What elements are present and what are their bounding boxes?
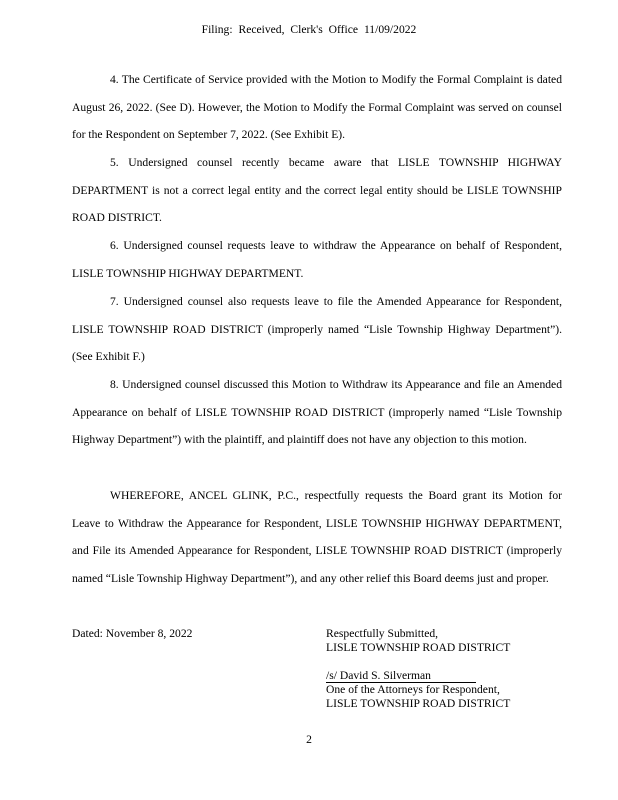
paragraph-5: [72, 149, 562, 232]
paragraph-4-text: 4. The Certificate of Service provided with the Motion to Modify the Formal Complaint is dated August 26, 2022. (See D). However, the Motion to Modify the Formal Complaint was served on counsel for the Respondent on September 7, 2022. (See Exhibit E).: [72, 73, 562, 141]
wherefore-text: WHEREFORE, ANCEL GLINK, P.C., respectfully requests the Board grant its Motion for Leave to Withdraw the Appearance for Respondent, LISLE TOWNSHIP HIGHWAY DEPARTMENT, and File its Amended Appearance for Respondent, LISLE TOWNSHIP ROAD DISTRICT (improperly named “Lisle Township Highway Department”), and any other relief this Board deems just and proper.: [72, 489, 562, 585]
electronic-signature: /s/ David S. Silverman: [326, 669, 476, 683]
paragraph-7-text: 7. Undersigned counsel also requests leave to file the Amended Appearance for Respondent, LISLE TOWNSHIP ROAD DISTRICT (improperly named “Lisle Township Highway Department”). (See Exhibit F.): [72, 295, 562, 363]
paragraph-6: [72, 232, 562, 287]
paragraph-8-text: 8. Undersigned counsel discussed this Motion to Withdraw its Appearance and file an Amended Appearance on behalf of LISLE TOWNSHIP ROAD DISTRICT (improperly named “Lisle Township Highway Department”) with the plaintiff, and plaintiff does not have any objection to this motion.: [72, 378, 562, 446]
signature-block: [326, 627, 510, 711]
attorney-role: One of the Attorneys for Respondent,: [326, 683, 500, 696]
paragraph-8: [72, 371, 562, 454]
signature-entity: LISLE TOWNSHIP ROAD DISTRICT: [326, 641, 511, 654]
respectfully-submitted: Respectfully Submitted,: [326, 627, 439, 640]
paragraph-6-text: 6. Undersigned counsel requests leave to withdraw the Appearance on behalf of Respondent, LISLE TOWNSHIP HIGHWAY DEPARTMENT.: [72, 239, 562, 280]
filing-header: Filing: Received, Clerk's Office 11/09/2022: [201, 23, 417, 36]
paragraph-5-text: 5. Undersigned counsel recently became aware that LISLE TOWNSHIP HIGHWAY DEPARTMENT is not a correct legal entity and the correct legal entity should be LISLE TOWNSHIP ROAD DISTRICT.: [72, 156, 562, 224]
page-number: 2: [306, 733, 312, 746]
wherefore-paragraph: [72, 482, 562, 592]
signature-entity-repeat: LISLE TOWNSHIP ROAD DISTRICT: [326, 697, 511, 710]
paragraph-4: [72, 66, 562, 149]
paragraph-7: [72, 288, 562, 371]
dated-line: Dated: November 8, 2022: [72, 627, 193, 640]
signature-gap: [326, 655, 510, 669]
